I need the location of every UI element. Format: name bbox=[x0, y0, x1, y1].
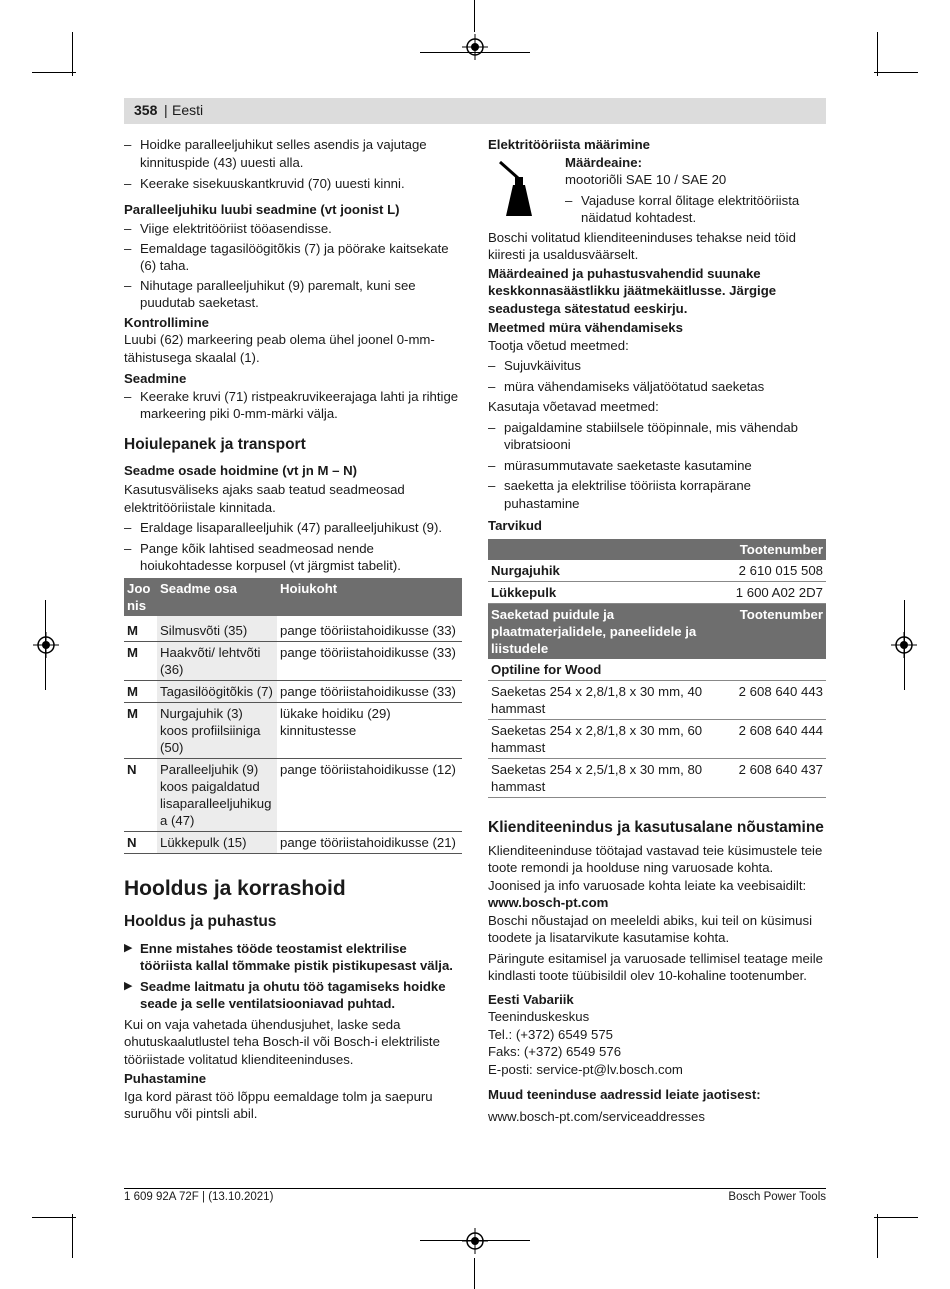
service-text: Boschi volitatud klienditeeninduses tehakse neid töid kiiresti ja usaldusväärselt. bbox=[488, 229, 796, 262]
registration-target-icon bbox=[33, 632, 59, 658]
oil-can-icon bbox=[498, 160, 536, 218]
table-header-cell: Hoiukoht bbox=[277, 578, 462, 616]
table-cell: pange tööriistahoidikusse (21) bbox=[277, 831, 462, 853]
list-item: – Pange kõik lahtised seadmeosad nende hoiukohtadesse korpusel (vt järgmist tabelit). bbox=[124, 540, 401, 573]
table-header-cell: Joo nis bbox=[124, 578, 157, 616]
email-link[interactable]: E-posti: service-pt@lv.bosch.com bbox=[488, 1061, 683, 1077]
table-cell: Saeketas 254 x 2,8/1,8 x 30 mm, 40 hammast bbox=[488, 680, 716, 719]
table-header-cell: Tootenumber bbox=[716, 539, 826, 560]
env-text: Määrdeained ja puhastusvahendid suunake keskkonnasäästlikku jäätmekäitlusse. Järgige seadustega sätestatud eeskirju. bbox=[488, 265, 777, 316]
maintenance-title: Hooldus ja korrashoid bbox=[124, 876, 346, 900]
table-group-cell: Optiline for Wood bbox=[488, 659, 826, 681]
table-cell: Nurgajuhik (3) koos profiilsiiniga (50) bbox=[157, 702, 277, 758]
table-cell: pange tööriistahoidikusse (33) bbox=[277, 616, 462, 642]
table-cell: pange tööriistahoidikusse (33) bbox=[277, 641, 462, 680]
table-row bbox=[488, 581, 826, 603]
adjust-heading: Seadmine bbox=[124, 371, 187, 386]
right-column bbox=[488, 136, 826, 1125]
crop-mark bbox=[877, 32, 878, 76]
list-item: – saeketta ja elektrilise tööriista korrapärane puhastamine bbox=[488, 478, 752, 511]
list-item: – paigaldamine stabiilsele tööpinnale, mis vähendab vibratsiooni bbox=[488, 419, 798, 452]
table-cell: N bbox=[124, 758, 157, 831]
cleaning-text: Iga kord pärast töö lõppu eemaldage tolm ja saepuru suruõhu või pintsli abil. bbox=[124, 1088, 433, 1121]
customer-text: Boschi nõustajad on meeleldi abiks, kui teil on küsimusi toodete ja lisatarvikute kasutamise kohta. bbox=[488, 912, 812, 945]
table-header-cell: Tootenumber bbox=[716, 603, 826, 659]
table-row bbox=[488, 758, 826, 797]
table-cell: 2 608 640 443 bbox=[716, 680, 826, 719]
table-row bbox=[124, 616, 462, 642]
table-row bbox=[124, 641, 462, 680]
registration-target-icon bbox=[462, 34, 488, 60]
table-cell: 1 600 A02 2D7 bbox=[716, 581, 826, 603]
list-item: – Hoidke paralleeljuhikut selles asendis ja vajutage kinnituspide (43) uuesti alla. bbox=[124, 137, 427, 170]
parts-heading: Seadme osade hoidmine (vt jn M – N) bbox=[124, 462, 358, 478]
table-header-row bbox=[488, 603, 826, 659]
user-label: Kasutaja võetavad meetmed: bbox=[488, 399, 659, 414]
parts-text: Kasutusväliseks ajaks saab teatud seadmeosad elektritööriistale kinnitada. bbox=[124, 482, 405, 515]
list-item: – Viige elektritööriist tööasendisse. bbox=[124, 221, 332, 236]
crop-mark bbox=[32, 72, 76, 73]
table-cell: pange tööriistahoidikusse (33) bbox=[277, 680, 462, 702]
table-row bbox=[488, 719, 826, 758]
crop-mark bbox=[474, 1258, 475, 1289]
table-cell: pange tööriistahoidikusse (12) bbox=[277, 758, 462, 831]
table-cell: Nurgajuhik bbox=[488, 560, 716, 582]
crop-mark bbox=[72, 1214, 73, 1258]
table-row bbox=[124, 702, 462, 758]
list-item: – Keerake kruvi (71) ristpeakruvikeerajaga lahti ja rihtige markeering piki 0-mm-märki välja. bbox=[124, 388, 459, 421]
registration-target-icon bbox=[891, 632, 917, 658]
website-link[interactable]: www.bosch-pt.com bbox=[488, 895, 609, 910]
cable-text: Kui on vaja vahetada ühendusjuhet, laske seda ohutuskaalutlustel teha Bosch-il või Bosch-i elektriliste tööriistade volitatud klienditeeninduses. bbox=[124, 1016, 440, 1067]
storage-heading: Hoiulepanek ja transport bbox=[124, 435, 306, 453]
warning-arrow-icon: ▶ bbox=[124, 979, 133, 992]
phone: Tel.: (+372) 6549 575 bbox=[488, 1026, 614, 1042]
page-header bbox=[124, 98, 826, 124]
table-cell: M bbox=[124, 641, 157, 680]
table-cell: Saeketas 254 x 2,8/1,8 x 30 mm, 60 hammast bbox=[488, 719, 716, 758]
table-header-cell: Saeketad puidule ja plaatmaterjalidele, paneelidele ja liistudele bbox=[488, 603, 716, 659]
list-item: – Eemaldage tagasilöögitõkis (7) ja pöörake kaitsekate (6) taha. bbox=[124, 240, 449, 273]
table-cell: 2 610 015 508 bbox=[716, 560, 826, 582]
list-item: – Keerake sisekuuskantkruvid (70) uuesti kinni. bbox=[124, 176, 405, 191]
accessories-table bbox=[488, 539, 826, 798]
service-center: Teeninduskeskus bbox=[488, 1009, 590, 1024]
table-cell: Haakvõti/ lehtvõti (36) bbox=[157, 641, 277, 680]
table-header-row bbox=[488, 539, 826, 560]
footer-brand: Bosch Power Tools bbox=[728, 1191, 826, 1203]
noise-heading: Meetmed müra vähendamiseks bbox=[488, 320, 683, 335]
clean-heading: Hooldus ja puhastus bbox=[124, 912, 277, 930]
table-cell: Tagasilöögitõkis (7) bbox=[157, 680, 277, 702]
registration-target-icon bbox=[462, 1228, 488, 1254]
table-cell: 2 608 640 437 bbox=[716, 758, 826, 797]
lube-sub: Määrdeaine: bbox=[565, 154, 642, 170]
crop-mark bbox=[874, 72, 918, 73]
table-cell: lükake hoidiku (29) kinnitustesse bbox=[277, 702, 462, 758]
list-item: – Eraldage lisaparalleeljuhik (47) paralleeljuhikust (9). bbox=[124, 520, 443, 535]
table-row bbox=[124, 758, 462, 831]
lube-heading: Elektritööriista määrimine bbox=[488, 137, 650, 152]
footer-code: 1 609 92A 72F | (13.10.2021) bbox=[124, 1191, 274, 1203]
check-text: Luubi (62) markeering peab olema ühel joonel 0-mm-tähistusega skaalal (1). bbox=[124, 332, 435, 365]
table-cell: Lükkepulk (15) bbox=[157, 831, 277, 853]
table-cell: Paralleeljuhik (9) koos paigaldatud lisaparalleeljuhikug a (47) bbox=[157, 758, 277, 831]
accessories-heading: Tarvikud bbox=[488, 518, 542, 533]
table-cell: 2 608 640 444 bbox=[716, 719, 826, 758]
header-separator: | bbox=[164, 102, 168, 118]
table-header-row bbox=[124, 578, 462, 616]
fax: Faks: (+372) 6549 576 bbox=[488, 1044, 622, 1059]
crop-mark bbox=[474, 0, 475, 32]
table-row bbox=[488, 680, 826, 719]
table-header-cell bbox=[488, 539, 716, 560]
page-number: 358 bbox=[134, 102, 158, 118]
customer-heading: Klienditeenindus ja kasutusalane nõustamine bbox=[488, 818, 824, 836]
table-cell: Saeketas 254 x 2,5/1,8 x 30 mm, 80 hammast bbox=[488, 758, 716, 797]
storage-table bbox=[124, 578, 462, 854]
customer-text: Klienditeeninduse töötajad vastavad teie küsimustele teie toote remondi ja hoolduse ning varuosade kohta. Joonised ja info varuosade kohta leiate ka veebisaidilt: bbox=[488, 842, 823, 893]
table-row bbox=[124, 831, 462, 853]
table-header-cell: Seadme osa bbox=[157, 578, 277, 616]
crop-mark bbox=[874, 1217, 918, 1218]
table-row bbox=[124, 680, 462, 702]
crop-mark bbox=[72, 32, 73, 76]
list-item: – Sujuvkäivitus bbox=[488, 358, 581, 373]
country-heading: Eesti Vabariik bbox=[488, 991, 574, 1007]
table-cell: M bbox=[124, 680, 157, 702]
table-row bbox=[488, 659, 826, 681]
table-cell: M bbox=[124, 702, 157, 758]
slider-heading: Paralleeljuhiku luubi seadmine (vt joonist L) bbox=[124, 201, 400, 217]
cleaning-heading: Puhastamine bbox=[124, 1071, 207, 1086]
table-cell: M bbox=[124, 616, 157, 642]
crop-mark bbox=[877, 1214, 878, 1258]
header-language: Eesti bbox=[172, 102, 204, 118]
table-cell: Lükkepulk bbox=[488, 581, 716, 603]
service-url-link[interactable]: www.bosch-pt.com/serviceaddresses bbox=[488, 1108, 705, 1124]
table-cell: Silmusvõti (35) bbox=[157, 616, 277, 642]
list-item: – Nihutage paralleeljuhikut (9) paremalt, kuni see puudutab saeketast. bbox=[124, 277, 416, 310]
crop-mark bbox=[32, 1217, 76, 1218]
more-heading: Muud teeninduse aadressid leiate jaotisest: bbox=[488, 1087, 761, 1102]
table-row bbox=[488, 560, 826, 582]
check-heading: Kontrollimine bbox=[124, 314, 209, 330]
table-cell: N bbox=[124, 831, 157, 853]
list-item: – Vajaduse korral õlitage elektritööriista näidatud kohtadest. bbox=[565, 192, 800, 225]
warning-arrow-icon: ▶ bbox=[124, 941, 133, 954]
lube-oil: mootoriõli SAE 10 / SAE 20 bbox=[565, 172, 727, 187]
warning-item: ▶ Enne mistahes tööde teostamist elektrilise tööriista kallal tõmmake pistik pistikupesast välja. bbox=[124, 940, 453, 973]
left-column bbox=[124, 136, 462, 1123]
list-item: – müra vähendamiseks väljatöötatud saeketas bbox=[488, 378, 765, 394]
customer-text: Päringute esitamisel ja varuosade tellimisel teatage meile kindlasti toote tüübisildil olev 10-kohaline tootenumber. bbox=[488, 950, 823, 983]
footer-rule bbox=[124, 1188, 826, 1189]
lube-block bbox=[488, 154, 826, 227]
list-item: – mürasummutavate saeketaste kasutamine bbox=[488, 457, 752, 473]
warning-item: ▶ Seadme laitmatu ja ohutu töö tagamiseks hoidke seade ja selle ventilatsiooniavad puhtad. bbox=[124, 978, 446, 1011]
maker-label: Tootja võetud meetmed: bbox=[488, 337, 629, 353]
